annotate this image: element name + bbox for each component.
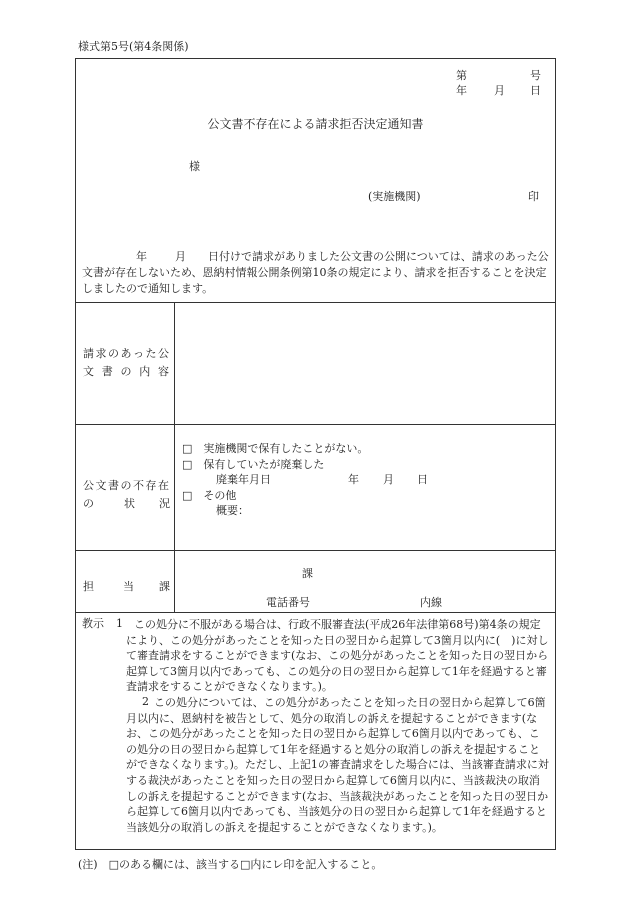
instructions-label: 教示 — [82, 617, 104, 630]
instruction-1-number: 1 — [116, 617, 123, 630]
divider-4 — [76, 612, 555, 613]
notice-body — [82, 249, 550, 297]
body-year: 年 — [136, 250, 147, 263]
form-id: 様式第5号(第4条関係) — [78, 40, 189, 53]
instruction-2: この処分については、この処分があったことを知った日の翌日から起算して6箇月以内に、恩納村を被告として、処分の取消しの訴えを提起することができます(なお、この処分があったことを知った日の翌日から起算して6箇月以内であっても、この処分の日の翌日から起算して1年を経過すると処分の取消しの訴えを提起することができなくなります。)。ただし、上記1の審査請求をした場合には、当該審査請求に対する裁決があったことを知った日の翌日から起算して6箇月以内に、当該裁決の取消しの訴えを提起することができます(なお、当該裁決があったことを知った日の翌日から起算して6箇月以内であっても、当該処分の日の翌日から起算して1年を経過すると当該処分の取消しの訴えを提起することができなくなります。)。 — [126, 696, 549, 834]
seal-mark: 印 — [528, 190, 539, 203]
date-year: 年 — [456, 84, 467, 97]
disposal-month: 月 — [383, 473, 394, 486]
status-label-2-a: の — [83, 497, 94, 510]
disposal-year: 年 — [348, 473, 359, 486]
addressee-suffix: 様 — [189, 160, 200, 173]
status-label-2-b: 状 — [124, 497, 135, 510]
status-option-disposed[interactable]: □ 保有していたが廃棄した — [182, 458, 325, 471]
issuer-label: (実施機関) — [368, 190, 421, 203]
divider-2 — [76, 424, 555, 425]
status-option-other[interactable]: □ その他 — [182, 489, 237, 502]
contact-label-c: 課 — [159, 580, 170, 593]
requested-content-field[interactable] — [175, 303, 555, 423]
department-suffix: 課 — [302, 567, 313, 580]
contact-label-a: 担 — [83, 580, 94, 593]
form-frame — [75, 58, 556, 850]
body-month: 月 — [175, 250, 186, 263]
number-suffix: 号 — [530, 69, 541, 82]
document-title: 公文書不存在による請求拒否決定通知書 — [207, 117, 424, 131]
instruction-2-number: 2 — [142, 695, 149, 708]
status-option-never-held[interactable]: □ 実施機関で保有したことがない。 — [182, 442, 369, 455]
footnote: (注) □のある欄には、該当する□内にレ印を記入すること。 — [78, 858, 383, 871]
disposal-day: 日 — [417, 473, 428, 486]
body-text: 日付けで請求がありました公文書の公開については、請求のあった公文書が存在しないため、恩納村情報公開条例第10条の規定により、請求を拒否することを決定しましたので通知します。 — [82, 250, 549, 295]
contact-label-b: 当 — [123, 580, 134, 593]
divider-3 — [76, 550, 555, 551]
number-prefix: 第 — [456, 69, 467, 82]
extension-label: 内線 — [420, 596, 442, 609]
status-label-2-c: 況 — [159, 497, 170, 510]
requested-content-label: 請求のあった公文書の内容 — [83, 347, 169, 378]
date-month: 月 — [494, 84, 505, 97]
date-day: 日 — [530, 84, 541, 97]
instruction-1: この処分に不服がある場合は、行政不服審査法(平成26年法律第68号)第4条の規定により、この処分があったことを知った日の翌日から起算して3箇月以内に( )に対して審査請求をすることができます(なお、この処分があったことを知った日の翌日から起算して3箇月以内であっても、この処分の日の翌日から起算して1年を経過すると審査請求をすることができなくなります。)。 — [126, 618, 549, 694]
status-label-1: 公文書の不存在 — [83, 479, 169, 492]
phone-label: 電話番号 — [266, 596, 310, 609]
summary-label: 概要： — [216, 504, 249, 517]
disposal-date-label: 廃棄年月日 — [216, 473, 271, 486]
